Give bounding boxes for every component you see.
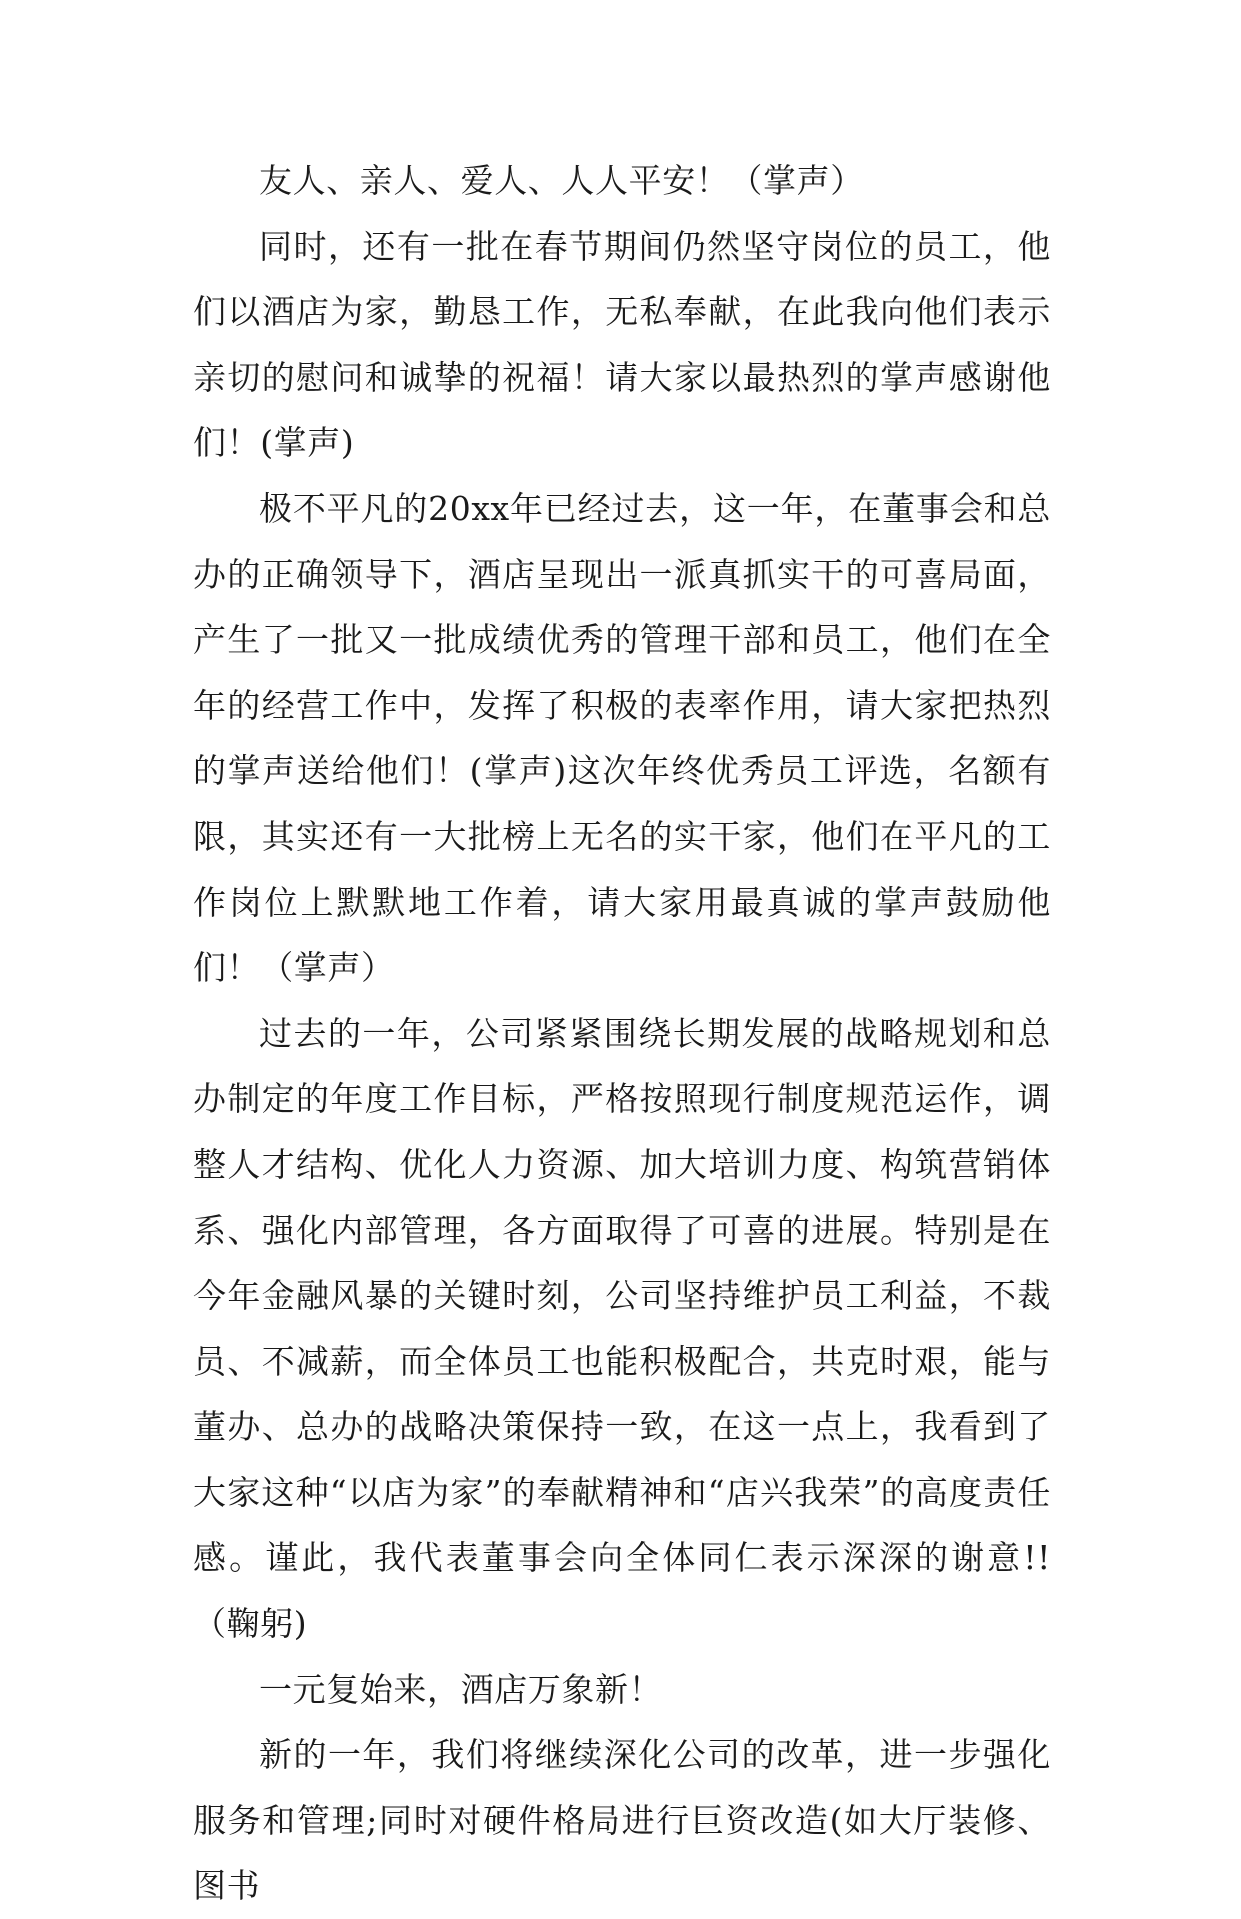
paragraph-5: 一元复始来，酒店万象新！ bbox=[259, 1669, 663, 1709]
paragraph-6: 新的一年，我们将继续深化公司的改革，进一步强化服务和管理;同时对硬件格局进行巨资改造(如大厅装修、图书 bbox=[193, 1735, 1051, 1906]
paragraph-4: 过去的一年，公司紧紧围绕长期发展的战略规划和总办制定的年度工作目标，严格按照现行制度规范运作，调整人才结构、优化人力资源、加大培训力度、构筑营销体系、强化内部管理，各方面取得了可喜的进展。特别是在今年金融风暴的关键时刻，公司坚持维护员工利益，不裁员、不减薪，而全体员工也能积极配合，共克时艰，能与董办、总办的战略决策保持一致，在这一点上，我看到了大家这种“以店为家”的奉献精神和“店兴我荣”的高度责任感。谨此，我代表董事会向全体同仁表示深深的谢意!!（鞠躬) bbox=[193, 1013, 1051, 1644]
document-body bbox=[193, 148, 1051, 1919]
paragraph-3: 极不平凡的20xx年已经过去，这一年，在董事会和总办的正确领导下，酒店呈现出一派真抓实干的可喜局面，产生了一批又一批成绩优秀的管理干部和员工，他们在全年的经营工作中，发挥了积极的表率作用，请大家把热烈的掌声送给他们！(掌声)这次年终优秀员工评选，名额有限，其实还有一大批榜上无名的实干家，他们在平凡的工作岗位上默默地工作着，请大家用最真诚的掌声鼓励他们！（掌声） bbox=[193, 488, 1051, 988]
paragraph-1: 友人、亲人、爱人、人人平安！（掌声） bbox=[259, 161, 864, 200]
paragraph-2: 同时，还有一批在春节期间仍然坚守岗位的员工，他们以酒店为家，勤恳工作，无私奉献，在此我向他们表示亲切的慰问和诚挚的祝福！请大家以最热烈的掌声感谢他们！(掌声) bbox=[193, 226, 1051, 463]
